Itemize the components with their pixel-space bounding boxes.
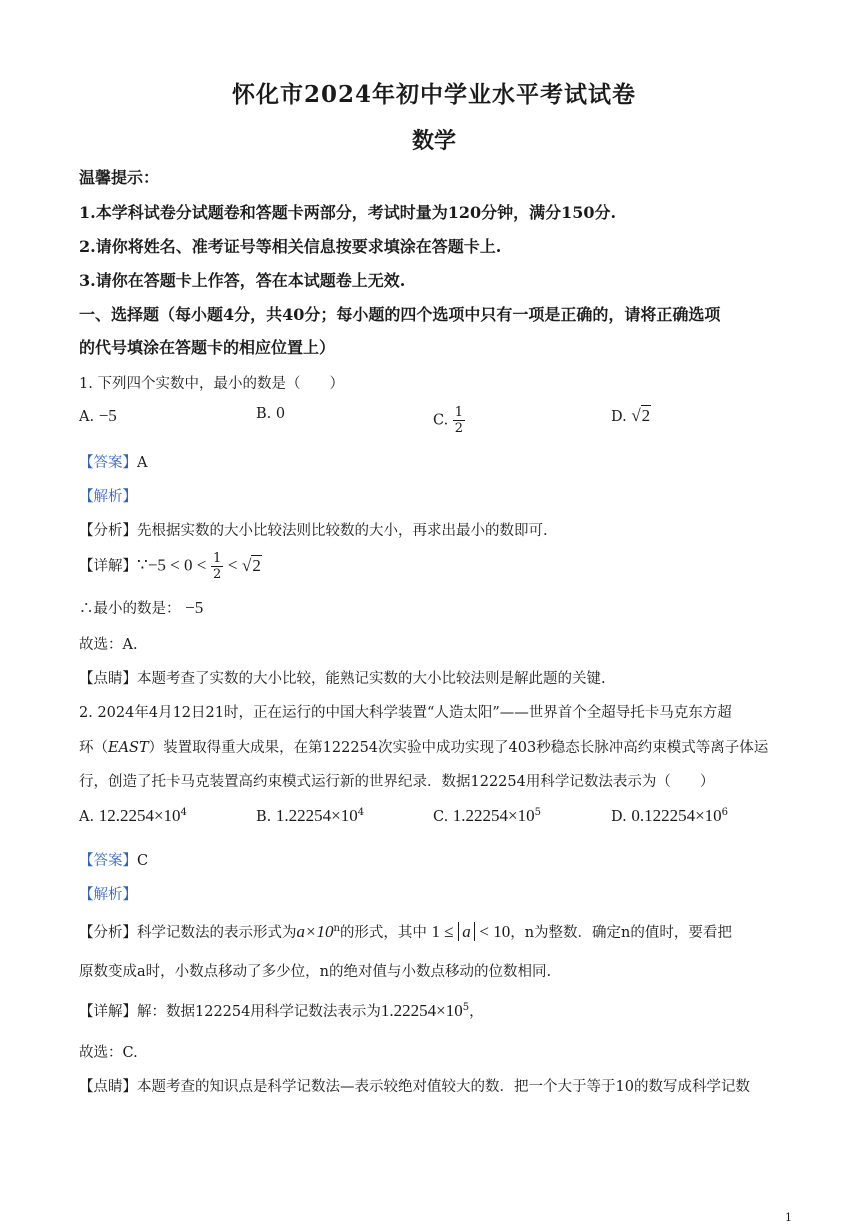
q2-xiangjie-text: 解：数据122254用科学记数法表示为 (137, 1004, 381, 1020)
q2-options (79, 806, 791, 832)
q2-option-b-value: 1.22254×10 (275, 806, 358, 825)
q1-xiangjie-lt: < (227, 555, 238, 575)
q2-option-d-exponent: 6 (721, 807, 729, 819)
q1-xiangjie-lead: ∵−5 < 0 < (137, 555, 207, 575)
q2-stem-line3: 行，创造了托卡马克装置高约束模式运行新的世界纪录．数据122254用科学记数法表示为（ ） (79, 774, 715, 790)
q2-fenxi-form: a×10 (296, 922, 334, 941)
q2-fenxi-a: 科学记数法的表示形式为 (137, 925, 297, 941)
q2-xiangjie-value: 1.22254×10 (380, 1001, 463, 1020)
q1-option-b-label: B. 0 (256, 406, 286, 422)
q1-choose: 故选：A. (79, 637, 138, 653)
q2-stem-east: EAST (108, 740, 149, 756)
q1-option-c-numerator: 1 (454, 405, 464, 420)
q1-xiangjie-tag: 【详解】 (79, 558, 137, 575)
tip-item-3: 3.请你在答题卡上作答，答在本试题卷上无效. (79, 271, 406, 290)
q2-option-d-value: 0.122254×10 (631, 806, 722, 825)
q2-stem-line2-a: 环（ (79, 740, 108, 756)
q2-dianjing-tag: 【点睛】 (79, 1079, 137, 1095)
q1-conclusion (79, 597, 791, 618)
q1-option-d-label: D. (611, 409, 627, 425)
q2-option-c-exponent: 5 (534, 807, 542, 819)
section-heading-line1: 一、选择题（每小题4分，共40分；每小题的四个选项中只有一项是正确的，请将正确选项 (79, 305, 721, 324)
q2-fenxi-ineq-abs: a (458, 922, 475, 941)
q2-stem-line1: 2. 2024年4月12日21时，正在运行的中国大科学装置“人造太阳”——世界首个全超导托卡马克东方超 (79, 705, 732, 721)
q1-option-c-denominator: 2 (454, 421, 464, 436)
q2-fenxi-line2: 原数变成a时，小数点移动了多少位，n的绝对值与小数点移动的位数相同. (79, 964, 552, 980)
q2-fenxi-tag: 【分析】 (79, 925, 137, 941)
q1-jiexi-tag: 【解析】 (79, 489, 137, 505)
exam-subject: 数学 (411, 128, 456, 154)
q1-answer (79, 451, 791, 472)
q1-option-c (433, 406, 465, 435)
q1-option-d-sqrt: √2 (631, 406, 651, 425)
q2-option-c (433, 806, 541, 826)
q2-option-d (611, 806, 728, 826)
q1-fenxi (79, 519, 791, 540)
section-heading-line2: 的代号填涂在答题卡的相应位置上） (79, 338, 336, 357)
tip-item-2: 2.请你将姓名、准考证号等相关信息按要求填涂在答题卡上. (79, 237, 502, 256)
q1-xiangjie-fraction (211, 552, 223, 581)
q1-answer-value: A (137, 455, 148, 471)
q1-xiangjie-numerator: 1 (212, 551, 222, 566)
q1-xiangjie-radicand: 2 (252, 555, 261, 575)
q2-xiangjie-tag: 【详解】 (79, 1004, 137, 1020)
q2-jiexi-tag: 【解析】 (79, 887, 137, 903)
q2-dianjing-text: 本题考查的知识点是科学记数法—表示较绝对值较大的数．把一个大于等于10的数写成科学记数 (137, 1079, 750, 1095)
q1-xiangjie-denominator: 2 (212, 567, 222, 582)
q1-option-d (611, 406, 651, 426)
q1-option-d-radicand: 2 (641, 406, 651, 425)
q1-fenxi-tag: 【分析】 (79, 523, 137, 539)
exam-title: 怀化市2024年初中学业水平考试试卷 (231, 81, 636, 108)
q2-option-a (79, 806, 187, 826)
q1-conclusion-value: −5 (185, 598, 204, 617)
q2-dianjing (79, 1075, 791, 1096)
q2-answer-tag: 【答案】 (79, 853, 137, 869)
q2-xiangjie-exponent: 5 (462, 1002, 470, 1014)
q2-option-b-label: B. (256, 809, 272, 825)
q1-stem: 1. 下列四个实数中，最小的数是（ ） (79, 376, 344, 392)
q2-fenxi-b: 的形式，其中 (339, 925, 427, 941)
q1-xiangjie-sqrt: √2 (242, 555, 261, 575)
q2-fenxi-ineq-b: < 10 (479, 922, 511, 941)
q1-conclusion-text: ∴最小的数是： (79, 601, 181, 617)
q2-option-d-label: D. (611, 809, 627, 825)
page-number: 1 (785, 1211, 792, 1224)
q1-dianjing (79, 667, 791, 688)
q1-options (79, 406, 791, 436)
q2-fenxi-c: ，n为整数．确定n的值时，要看把 (510, 925, 732, 941)
q2-option-a-exponent: 4 (180, 807, 187, 819)
q1-answer-tag: 【答案】 (79, 455, 137, 471)
q2-xiangjie (79, 1000, 791, 1021)
q2-option-b (256, 806, 364, 826)
q1-option-a (79, 406, 117, 426)
q2-option-c-value: 1.22254×10 (452, 806, 535, 825)
q2-stem-line2-b: ）装置取得重大成果，在第122254次实验中成功实现了403秒稳态长脉冲高约束模式等离子体运 (148, 740, 769, 756)
q2-xiangjie-end: ， (469, 1004, 484, 1020)
q2-option-a-value: 12.2254×10 (98, 806, 181, 825)
q2-answer-value: C (137, 853, 149, 869)
q2-option-c-label: C. (433, 809, 449, 825)
tip-item-1: 1.本学科试卷分试题卷和答题卡两部分，考试时量为120分钟，满分150分. (79, 203, 617, 222)
q1-fenxi-text: 先根据实数的大小比较法则比较数的大小，再求出最小的数即可. (137, 523, 548, 539)
q1-dianjing-tag: 【点睛】 (79, 671, 137, 687)
q1-xiangjie (79, 552, 791, 581)
q2-choose: 故选：C. (79, 1045, 138, 1061)
q2-option-b-exponent: 4 (357, 807, 365, 819)
q1-option-c-label: C. (433, 412, 449, 429)
tips-heading: 温馨提示： (79, 168, 160, 187)
q2-stem-line2 (79, 736, 791, 757)
q1-option-c-fraction (453, 406, 465, 435)
q2-option-a-label: A. (79, 809, 95, 825)
q1-dianjing-text: 本题考查了实数的大小比较，能熟记实数的大小比较法则是解此题的关键. (137, 671, 606, 687)
q2-fenxi-form-exponent: n (333, 923, 340, 935)
q2-fenxi-line1 (79, 921, 791, 942)
q1-option-a-label: A. (79, 409, 95, 425)
q1-option-b (256, 406, 285, 422)
q2-fenxi-ineq-a: 1 ≤ (431, 922, 454, 941)
q2-answer (79, 849, 791, 870)
q1-option-a-value: −5 (98, 406, 117, 425)
